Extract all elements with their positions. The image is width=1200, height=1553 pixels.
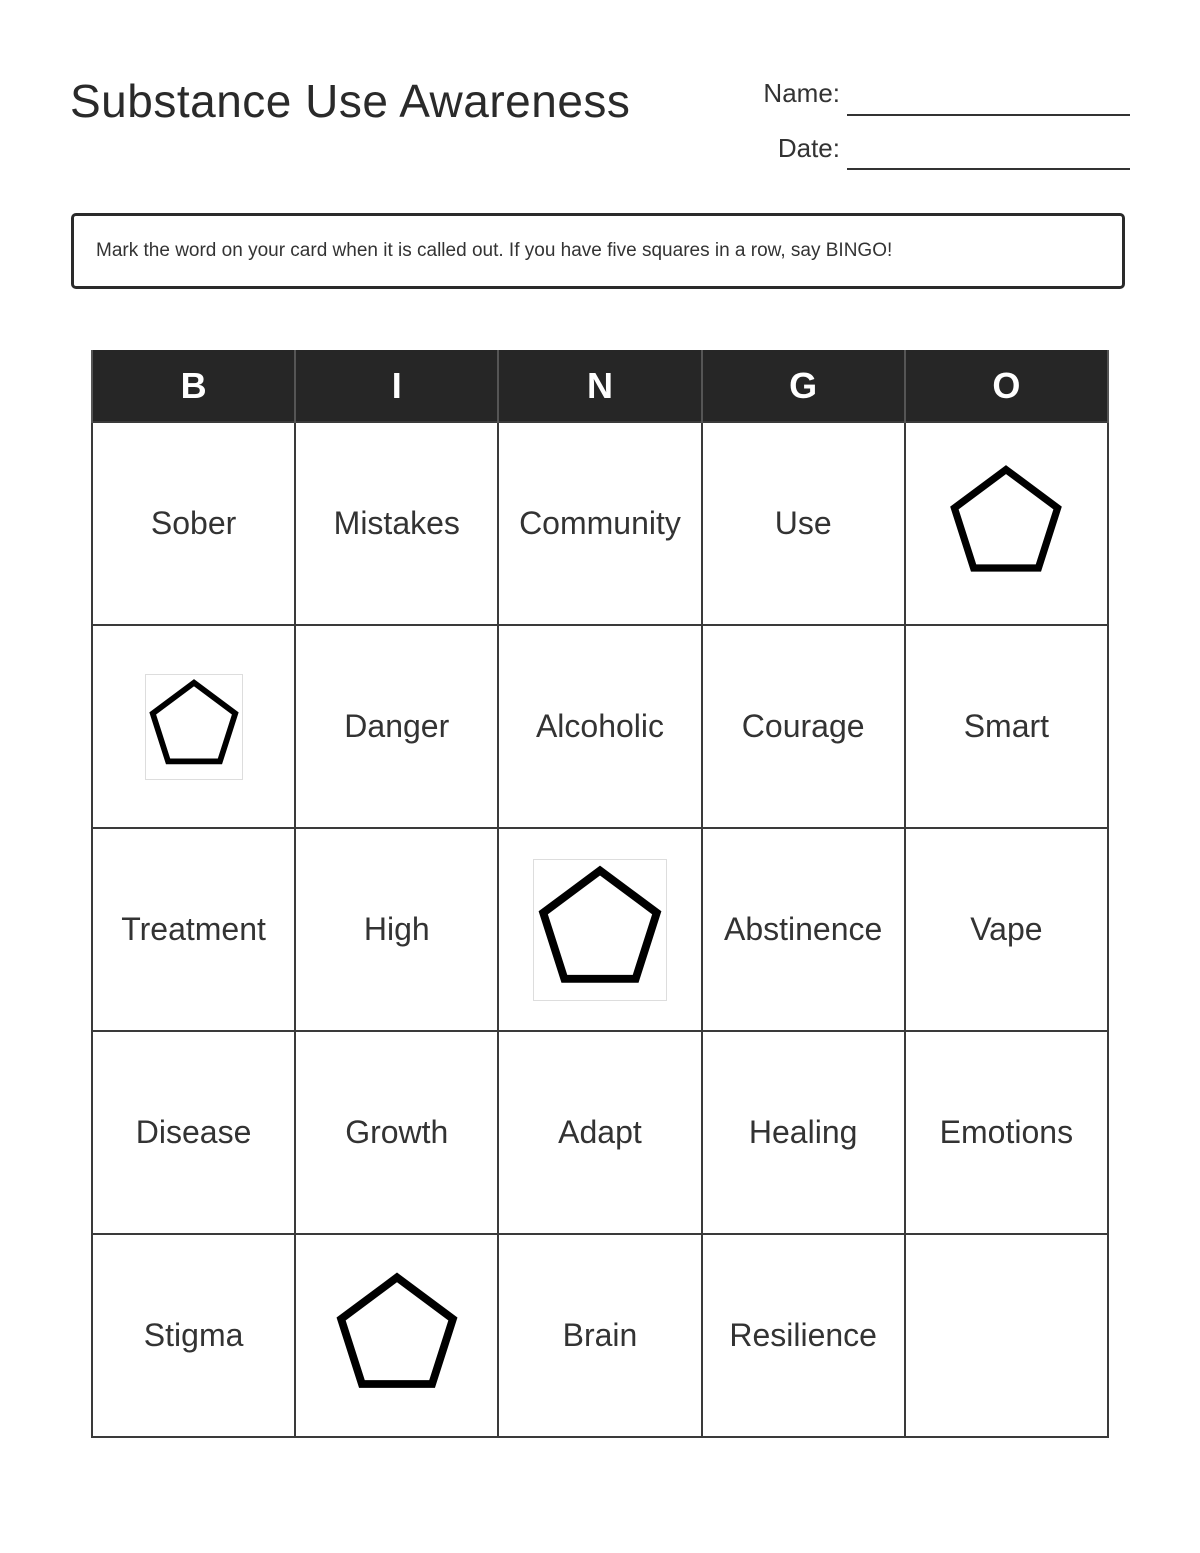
bingo-square[interactable]: [905, 625, 1108, 828]
column-header-o: O: [905, 350, 1108, 422]
bingo-square[interactable]: [295, 422, 498, 625]
bingo-word: Brain: [562, 1317, 638, 1353]
bingo-word: Stigma: [143, 1317, 244, 1353]
bingo-word: Smart: [963, 708, 1050, 744]
pentagon-icon: [145, 674, 243, 780]
bingo-word: High: [363, 911, 430, 947]
bingo-square[interactable]: [905, 828, 1108, 1031]
bingo-square[interactable]: [702, 1234, 905, 1437]
bingo-square[interactable]: [702, 625, 905, 828]
bingo-word: Use: [774, 505, 832, 541]
bingo-row: [92, 828, 1108, 1031]
bingo-word: Abstinence: [723, 911, 883, 947]
date-field[interactable]: [847, 168, 1130, 170]
bingo-square[interactable]: [498, 1234, 701, 1437]
bingo-word: Resilience: [729, 1317, 877, 1353]
bingo-word: Growth: [345, 1114, 449, 1150]
bingo-square[interactable]: [295, 828, 498, 1031]
bingo-square[interactable]: [498, 625, 701, 828]
bingo-square[interactable]: [498, 422, 701, 625]
bingo-square[interactable]: [905, 1234, 1108, 1437]
instructions-text: Mark the word on your card when it is called out. If you have five squares in a row, say BINGO!: [96, 240, 893, 261]
bingo-square[interactable]: [92, 828, 295, 1031]
bingo-row: [92, 1031, 1108, 1234]
bingo-card: [91, 350, 1109, 1438]
bingo-row: [92, 1234, 1108, 1437]
bingo-square[interactable]: [295, 1031, 498, 1234]
pentagon-icon: [946, 460, 1066, 588]
column-header-n: N: [498, 350, 701, 422]
bingo-word: Sober: [150, 505, 237, 541]
instructions-box: [71, 213, 1125, 289]
bingo-word: Mistakes: [333, 505, 460, 541]
bingo-word: Community: [519, 505, 681, 541]
bingo-word: Danger: [344, 708, 450, 744]
bingo-square[interactable]: [295, 1234, 498, 1437]
bingo-square[interactable]: [92, 1031, 295, 1234]
column-header-i: I: [295, 350, 498, 422]
bingo-row: [92, 625, 1108, 828]
bingo-word: Vape: [970, 911, 1043, 947]
bingo-word: Disease: [135, 1114, 252, 1150]
bingo-square[interactable]: [702, 1031, 905, 1234]
bingo-square[interactable]: [92, 422, 295, 625]
pentagon-icon: [533, 859, 667, 1001]
bingo-word: Adapt: [558, 1114, 642, 1150]
bingo-square[interactable]: [702, 828, 905, 1031]
name-field[interactable]: [847, 114, 1130, 116]
bingo-square[interactable]: [498, 828, 701, 1031]
bingo-square[interactable]: [702, 422, 905, 625]
bingo-grid: [92, 422, 1108, 1437]
bingo-row: [92, 422, 1108, 625]
page-title: Substance Use Awareness: [70, 75, 631, 127]
bingo-word: Emotions: [939, 1114, 1074, 1150]
date-label: Date:: [777, 133, 840, 163]
bingo-word: Alcoholic: [535, 708, 664, 744]
bingo-header-row: [92, 350, 1108, 422]
bingo-square[interactable]: [905, 1031, 1108, 1234]
bingo-word: Courage: [741, 708, 865, 744]
bingo-square[interactable]: [295, 625, 498, 828]
bingo-square[interactable]: [92, 1234, 295, 1437]
bingo-square[interactable]: [905, 422, 1108, 625]
bingo-word: Treatment: [121, 911, 266, 947]
bingo-square[interactable]: [498, 1031, 701, 1234]
name-label: Name:: [763, 78, 840, 108]
pentagon-icon: [332, 1267, 462, 1405]
bingo-square[interactable]: [92, 625, 295, 828]
bingo-word: Healing: [748, 1114, 858, 1150]
column-header-g: G: [702, 350, 905, 422]
column-header-b: B: [92, 350, 295, 422]
